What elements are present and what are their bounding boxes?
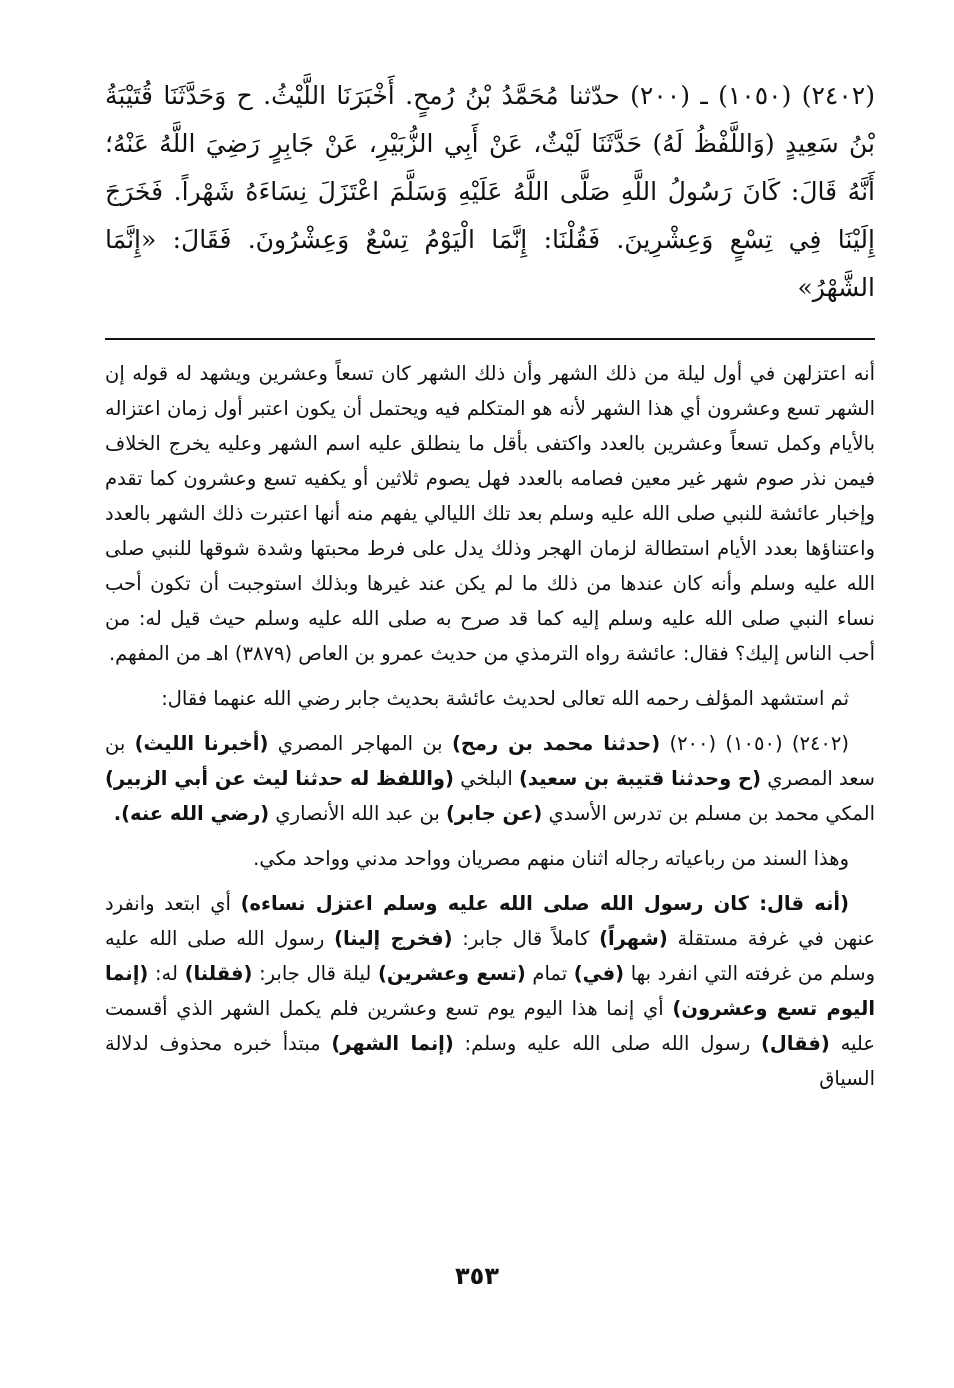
matn-phrase: (إنما الشهر) — [331, 1032, 454, 1055]
narrator-note: البلخي — [460, 767, 513, 790]
explanation: رسول الله صلى الله عليه وسلم: — [464, 1032, 751, 1055]
commentary — [105, 356, 875, 1096]
hadith-text: (٢٤٠٢) (١٠٥٠) ـ (٢٠٠) حدّثنا مُحَمَّدُ بْنُ رُمحٍ. أَخْبَرَنَا اللَّيْثُ. ح وَحَدَّثَنَا قُتَيْبَةُ بْنُ سَعِيدٍ (وَاللَّفْظُ لَهُ) حَدَّثَنَا لَيْثٌ، عَنْ أَبِي الزُّبَيْرِ، عَنْ جَابِرٍ رَضِيَ اللَّهُ عَنْهُ؛ أَنَّهُ قَالَ: كَانَ رَسُولُ اللَّهِ صَلَّى اللَّهُ عَلَيْهِ وَسَلَّمَ اعْتَزَلَ نِسَاءَهُ شَهْراً. فَخَرَجَ إِلَيْنَا فِي تِسْعٍ وَعِشْرِينَ. فَقُلْنَا: إِنَّمَا الْيَوْمُ تِسْعٌ وَعِشْرُونَ. فَقَالَ: «إِنَّمَا الشَّهْرُ» — [105, 81, 875, 302]
narrator-note: بن المهاجر المصري — [277, 732, 443, 755]
narrator-note: المكي محمد بن مسلم بن تدرس الأسدي — [548, 802, 875, 825]
matn-phrase: (إنما اليوم تسع وعشرون) — [105, 962, 876, 1020]
isnad-paragraph — [105, 726, 875, 831]
explanation: رسول الله صلى الله عليه وسلم من غرفته التي انفرد بها — [105, 927, 876, 985]
explanation: أي ابتعد وانفرد عنهن في غرفة مستقلة — [105, 892, 875, 950]
explanation: مبتدأ خبره محذوف لدلالة السياق — [105, 1032, 875, 1090]
explanation: تمام — [532, 962, 568, 985]
matn-phrase: (فقلنا) — [184, 962, 253, 985]
explanation: ليلة قال جابر: — [259, 962, 372, 985]
narrator-phrase: (رضي الله عنه). — [113, 802, 270, 825]
explanation: أي إنما هذا اليوم يوم تسع وعشرين فلم يكمل الشهر الذي أقسمت عليه — [105, 997, 876, 1055]
narrator-phrase: (عن جابر) — [446, 802, 543, 825]
matn-phrase: (فخرج إلينا) — [334, 927, 453, 950]
commentary-paragraph-1: أنه اعتزلهن في أول ليلة من ذلك الشهر وأن ذلك الشهر كان تسعاً وعشرين ويشهد له قوله إن الشهر تسع وعشرون أي هذا الشهر لأنه هو المتكلم فيه ويحتمل أن يكون اعتبر أول زمان اعتزاله بالأيام وكمل تسعاً وعشرين بالعدد واكتفى بأقل ما ينطلق عليه اسم الشهر وعليه يخرج الخلاف فيمن نذر صوم شهر غير معين فصامه بالعدد فهل يصوم ثلاثين أو يكفيه تسع وعشرون كما تقدم وإخبار عائشة للنبي صلى الله عليه وسلم بعد تلك الليالي يفهم منه أنها اعتبرت ذلك الشهر بالعدد واعتناؤها بعدد الأيام استطالة لزمان الهجر وذلك يدل على فرط محبتها وشدة شوقها للنبي صلى الله عليه وسلم وأنه كان عندها من ذلك ما لم يكن عند غيرها وبذلك استوجبت أن تكون أحب نساء النبي صلى الله عليه وسلم إليه كما قد صرح به صلى الله عليه وسلم حيث قيل له: من أحب الناس إليك؟ فقال: عائشة رواه الترمذي من حديث عمرو بن العاص (٣٨٧٩) اهـ من المفهم. — [105, 362, 875, 665]
page-content — [105, 72, 875, 1096]
matn-phrase: (فقال) — [760, 1032, 830, 1055]
commentary-paragraph-4: وهذا السند من رباعياته رجاله اثنان منهم مصريان وواحد مدني وواحد مكي. — [253, 847, 849, 870]
explanation: له: — [154, 962, 178, 985]
matn-explanation — [105, 886, 875, 1096]
matn-phrase: (تسع وعشرين) — [377, 962, 526, 985]
narrator-note: بن سعد المصري — [105, 732, 876, 790]
page-number: ٣٥٣ — [455, 1262, 499, 1290]
separator-line — [105, 338, 875, 340]
matn-phrase: (أنه قال: كان رسول الله صلى الله عليه وسلم اعتزل نساءه) — [240, 892, 849, 915]
commentary-paragraph-2: ثم استشهد المؤلف رحمه الله تعالى لحديث عائشة بحديث جابر رضي الله عنهما فقال: — [161, 687, 849, 710]
matn-phrase: (في) — [573, 962, 625, 985]
matn-phrase: (شهراً) — [599, 927, 668, 950]
narrator-phrase: (واللفظ له حدثنا ليث عن أبي الزبير) — [105, 767, 454, 790]
narrator-note: بن عبد الله الأنصاري — [275, 802, 440, 825]
narrator-phrase: (ح وحدثنا قتيبة بن سعيد) — [519, 767, 761, 790]
narrator-phrase: (أخبرنا الليث) — [134, 732, 269, 755]
hadith-number: (٢٤٠٢) (١٠٥٠) (٢٠٠) — [669, 732, 849, 755]
explanation: كاملاً قال جابر: — [462, 927, 590, 950]
narrator-phrase: (حدثنا محمد بن رمح) — [451, 732, 661, 755]
